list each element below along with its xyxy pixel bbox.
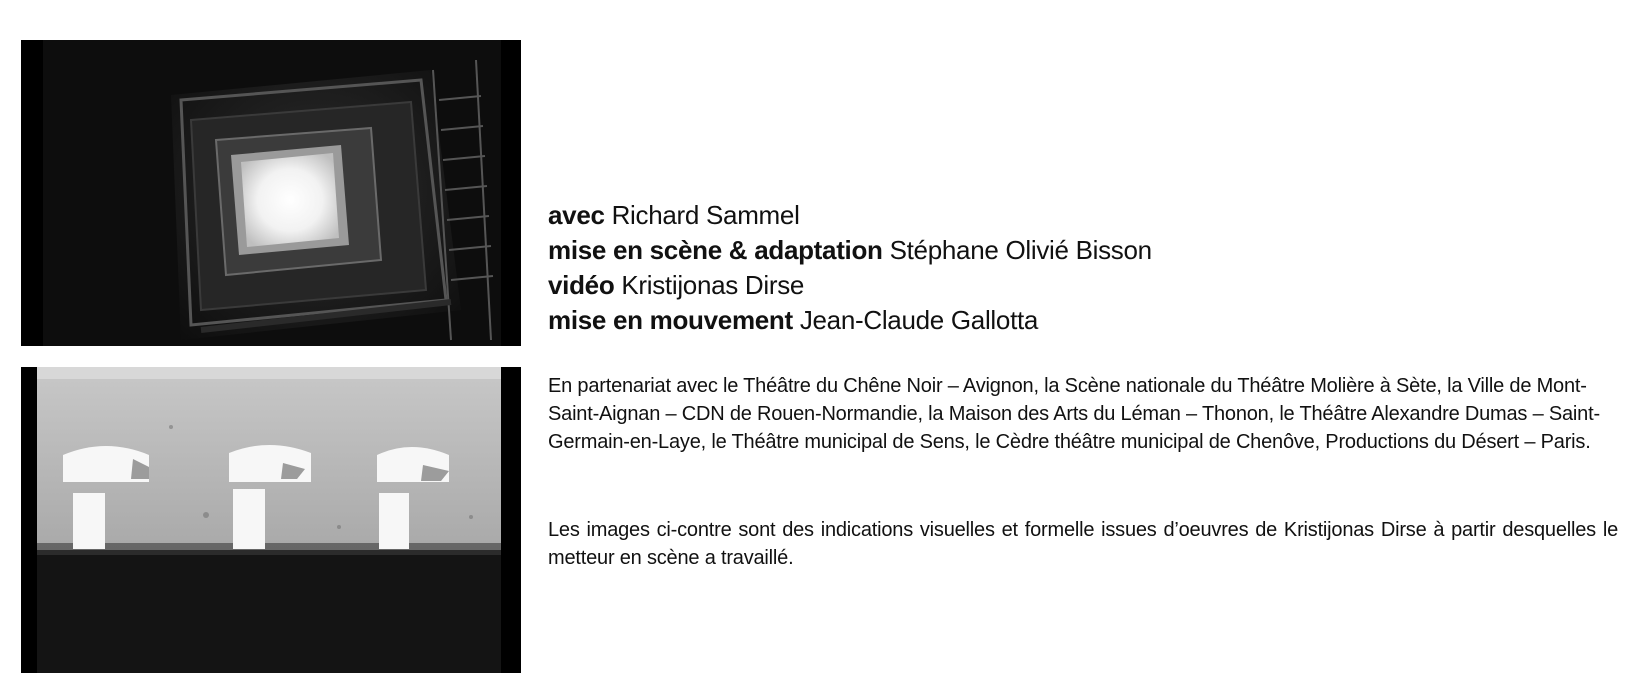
wall-image: [21, 367, 521, 673]
images-note-paragraph: Les images ci-contre sont des indications visuelles et formelle issues d’oeuvres de Kristijonas Dirse à partir desquelles le metteur en scène a travaillé.: [548, 519, 1618, 569]
credit-line-cast: [548, 198, 1152, 233]
credit-role: mise en scène & adaptation: [548, 235, 883, 265]
photo-wall: [21, 367, 521, 673]
credit-line-video: [548, 268, 1152, 303]
partners-paragraph: En partenariat avec le Théâtre du Chêne Noir – Avignon, la Scène nationale du Théâtre Molière à Sète, la Ville de Mont-Saint-Aignan – CDN de Rouen-Normandie, la Maison des Arts du Léman – Thonon, le Théâtre Alexandre Dumas – Saint-Germain-en-Laye, le Théâtre municipal de Sens, le Cèdre théâtre municipal de Chenôve, Productions du Désert – Paris.: [548, 375, 1600, 453]
credit-person: Jean-Claude Gallotta: [799, 305, 1039, 335]
credit-person: Richard Sammel: [611, 200, 800, 230]
credit-person: Kristijonas Dirse: [621, 270, 805, 300]
credit-line-movement: [548, 303, 1152, 338]
credits-list: [548, 198, 1152, 338]
credit-role: vidéo: [548, 270, 615, 300]
credit-line-direction: [548, 233, 1152, 268]
credit-role: avec: [548, 200, 605, 230]
stairwell-image: [21, 40, 521, 346]
credit-role: mise en mouvement: [548, 305, 793, 335]
credit-person: Stéphane Olivié Bisson: [889, 235, 1152, 265]
photo-stairwell: [21, 40, 521, 346]
